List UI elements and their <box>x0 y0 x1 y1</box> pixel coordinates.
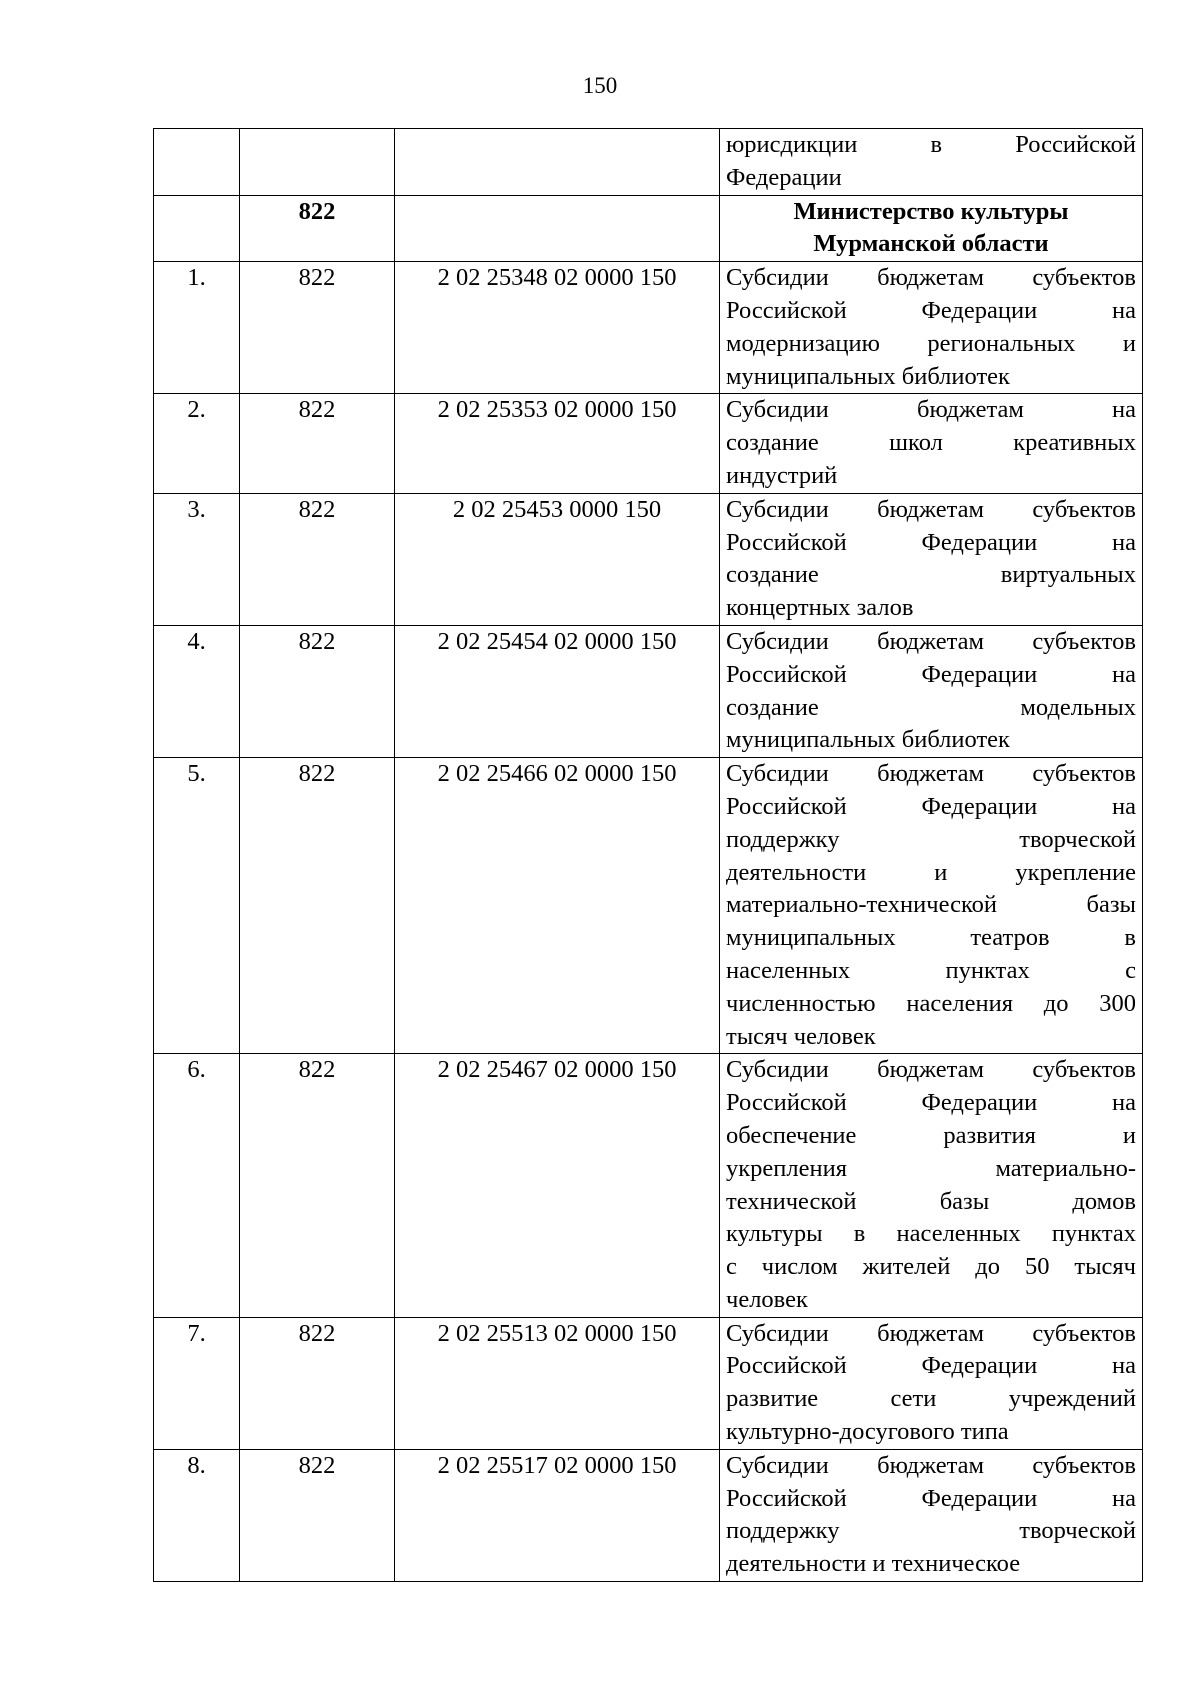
table-row <box>154 1054 1143 1317</box>
table-row <box>154 1317 1143 1449</box>
revenue-name-line: Субсидии бюджетам субъектов <box>726 760 1136 788</box>
revenue-name-line: развитие сети учреждений <box>726 1385 1136 1413</box>
revenue-name-line: технической базы домов <box>726 1187 1136 1215</box>
revenue-name-line: создание модельных <box>726 693 1136 721</box>
row-number-cell: 8. <box>154 1449 240 1581</box>
admin-code-cell: 822 <box>240 625 395 757</box>
admin-code-cell: 822 <box>240 195 395 262</box>
revenue-name-line: Российской Федерации на <box>726 792 1136 820</box>
revenue-name-line: поддержку творческой <box>726 825 1136 853</box>
revenue-name-line: Министерство культуры <box>793 197 1069 225</box>
table-row <box>154 493 1143 625</box>
section-header-row <box>154 195 1143 262</box>
revenue-name-line: материально-технической базы <box>726 891 1136 919</box>
revenue-name-line: юрисдикции в Российской <box>726 131 1136 158</box>
revenue-name-line: человек <box>726 1285 808 1313</box>
revenue-name-line: Российской Федерации на <box>726 1484 1136 1512</box>
admin-code-cell: 822 <box>240 493 395 625</box>
revenue-name-cell <box>720 493 1143 625</box>
revenue-name-line: Субсидии бюджетам субъектов <box>726 495 1136 523</box>
kbk-code-cell: 2 02 25453 0000 150 <box>395 493 720 625</box>
row-number-cell <box>154 195 240 262</box>
revenue-name-line: деятельности и укрепление <box>726 858 1136 886</box>
revenue-name-line: Субсидии бюджетам субъектов <box>726 1451 1136 1479</box>
page-number: 150 <box>582 73 618 98</box>
revenue-name-line: Российской Федерации на <box>726 1089 1136 1117</box>
table-body <box>154 129 1143 1582</box>
admin-code-cell: 822 <box>240 1054 395 1317</box>
kbk-code-cell: 2 02 25466 02 0000 150 <box>395 758 720 1054</box>
revenue-name-cell <box>720 195 1143 262</box>
revenue-name-line: Федерации <box>726 163 842 191</box>
admin-code-cell: 822 <box>240 1449 395 1581</box>
revenue-name-line: обеспечение развития и <box>726 1121 1136 1149</box>
kbk-code-cell <box>395 129 720 196</box>
table-row <box>154 394 1143 493</box>
table-row <box>154 1449 1143 1581</box>
revenue-name-cell <box>720 129 1143 196</box>
continuation-row <box>154 129 1143 196</box>
revenue-name-line: концертных залов <box>726 594 914 622</box>
revenue-name-cell <box>720 625 1143 757</box>
revenue-name-line: индустрий <box>726 461 838 489</box>
revenue-name-line: численностью населения до 300 <box>726 989 1136 1017</box>
admin-code-cell: 822 <box>240 1317 395 1449</box>
row-number-cell <box>154 129 240 196</box>
revenue-name-line: с числом жителей до 50 тысяч <box>726 1253 1136 1281</box>
table-row <box>154 262 1143 394</box>
revenue-name-line: муниципальных библиотек <box>726 362 1010 390</box>
kbk-code-cell <box>395 195 720 262</box>
revenue-name-line: Российской Федерации на <box>726 528 1136 556</box>
table-row <box>154 758 1143 1054</box>
kbk-code-cell: 2 02 25513 02 0000 150 <box>395 1317 720 1449</box>
admin-code-cell: 822 <box>240 394 395 493</box>
row-number-cell: 6. <box>154 1054 240 1317</box>
revenue-name-line: поддержку творческой <box>726 1517 1136 1545</box>
revenue-name-cell <box>720 1054 1143 1317</box>
revenue-name-cell <box>720 1317 1143 1449</box>
revenue-name-line: Субсидии бюджетам на <box>726 396 1136 424</box>
revenue-name-line: Субсидии бюджетам субъектов <box>726 627 1136 655</box>
revenue-name-line: Мурманской области <box>813 230 1049 258</box>
revenue-name-line: создание виртуальных <box>726 561 1136 589</box>
revenue-name-line: тысяч человек <box>726 1022 876 1050</box>
revenue-name-cell <box>720 262 1143 394</box>
admin-code-cell: 822 <box>240 758 395 1054</box>
revenue-name-line: культурно-досугового типа <box>726 1418 1009 1446</box>
revenue-name-line: Субсидии бюджетам субъектов <box>726 1319 1136 1347</box>
kbk-code-cell: 2 02 25517 02 0000 150 <box>395 1449 720 1581</box>
revenue-name-line: Субсидии бюджетам субъектов <box>726 264 1136 292</box>
kbk-code-cell: 2 02 25348 02 0000 150 <box>395 262 720 394</box>
revenue-name-line: Российской Федерации на <box>726 1352 1136 1380</box>
kbk-code-cell: 2 02 25467 02 0000 150 <box>395 1054 720 1317</box>
revenue-name-cell <box>720 758 1143 1054</box>
admin-code-cell: 822 <box>240 262 395 394</box>
row-number-cell: 4. <box>154 625 240 757</box>
revenue-name-line: деятельности и техническое <box>726 1550 1021 1578</box>
income-codes-table <box>153 128 1143 1582</box>
revenue-name-line: модернизацию региональных и <box>726 329 1136 357</box>
revenue-name-line: Субсидии бюджетам субъектов <box>726 1056 1136 1084</box>
revenue-name-line: Российской Федерации на <box>726 660 1136 688</box>
revenue-name-cell <box>720 1449 1143 1581</box>
revenue-name-line: муниципальных библиотек <box>726 726 1010 754</box>
kbk-code-cell: 2 02 25353 02 0000 150 <box>395 394 720 493</box>
kbk-code-cell: 2 02 25454 02 0000 150 <box>395 625 720 757</box>
revenue-name-line: населенных пунктах с <box>726 956 1136 984</box>
admin-code-cell <box>240 129 395 196</box>
row-number-cell: 1. <box>154 262 240 394</box>
revenue-name-line: создание школ креативных <box>726 429 1136 457</box>
revenue-name-line: муниципальных театров в <box>726 924 1136 952</box>
row-number-cell: 2. <box>154 394 240 493</box>
table-row <box>154 625 1143 757</box>
revenue-name-line: культуры в населенных пунктах <box>726 1220 1136 1248</box>
revenue-name-line: Российской Федерации на <box>726 296 1136 324</box>
row-number-cell: 3. <box>154 493 240 625</box>
revenue-name-line: укрепления материально- <box>726 1154 1136 1182</box>
revenue-name-cell <box>720 394 1143 493</box>
row-number-cell: 7. <box>154 1317 240 1449</box>
row-number-cell: 5. <box>154 758 240 1054</box>
